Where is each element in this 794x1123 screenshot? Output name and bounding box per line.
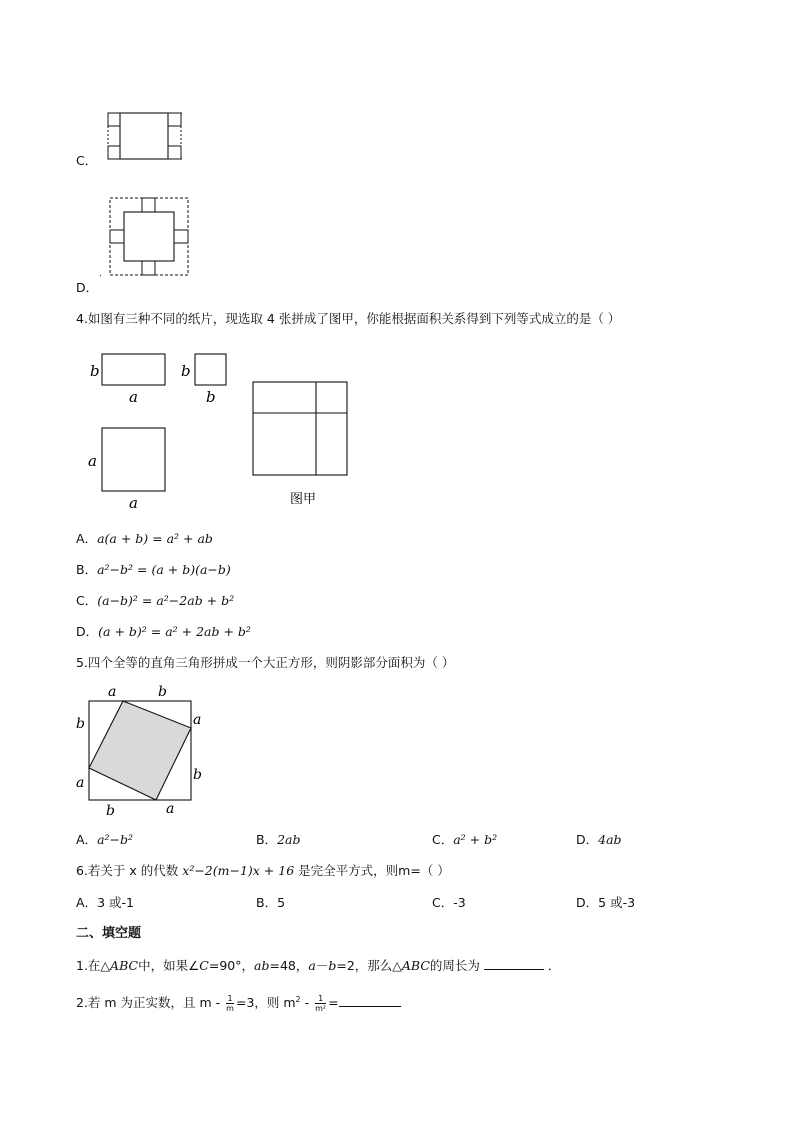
q4-option-b: B．a²−b² = (a + b)(a−b) <box>76 562 231 577</box>
q4-option-d: D．(a + b)² = a² + 2ab + b² <box>76 624 251 639</box>
q5-option-d: D．4ab <box>576 832 622 847</box>
label-right-a: a <box>193 712 202 728</box>
fraction-1-over-m: $\frac{1}{m}$ <box>226 994 234 1014</box>
label-left-a: a <box>76 775 85 791</box>
fraction-1-over-m-squared: $\frac{1}{\text{m²}}$ <box>315 994 327 1014</box>
q6-option-b: B．5 <box>256 895 286 910</box>
label-b-square-bottom: b <box>206 388 216 406</box>
fill-q2: 2.若 m 为正实数，且 m - $\frac{1}{m}$ =3，则 $m^2$ - $\frac{1}{\text{m²}}$ = <box>76 992 401 1013</box>
q5-option-a: A．a²−b² <box>76 832 134 847</box>
q3-option-d-figure <box>104 194 194 280</box>
label-bottom-b: b <box>106 803 115 819</box>
q3-option-d-label: D． <box>76 280 99 295</box>
q6-option-d: D．5 或-3 <box>576 895 636 910</box>
q5-option-b: B．2ab <box>256 832 301 847</box>
fill-q1: 1.在△ABC中，如果∠C=90°，ab=48，a－b=2，那么△ABC的周长为 ． <box>76 958 561 973</box>
answer-blank-1[interactable] <box>484 957 544 970</box>
q3-option-c-figure <box>104 108 186 164</box>
figure-caption: 图甲 <box>290 492 317 507</box>
q5-figure <box>72 680 212 820</box>
q4-option-c: C．(a−b)² = a²−2ab + b² <box>76 593 235 608</box>
label-b-square-side: b <box>181 362 191 380</box>
label-left-b: b <box>76 716 85 732</box>
q4-figure <box>80 344 380 514</box>
section-title: 二、填空题 <box>76 926 142 941</box>
q5-stem: 5.四个全等的直角三角形拼成一个大正方形，则阴影部分面积为（ ） <box>76 655 455 670</box>
label-top-a: a <box>108 684 117 700</box>
q5-option-c: C．a² + b² <box>432 832 498 847</box>
label-a-square-bottom: a <box>129 494 138 512</box>
label-b-rect: b <box>90 362 100 380</box>
q6-option-c: C．-3 <box>432 895 466 910</box>
q4-stem: 4.如图有三种不同的纸片，现选取 4 张拼成了图甲，你能根据面积关系得到下列等式成立的是（ ） <box>76 311 621 326</box>
label-a-square-side: a <box>88 452 97 470</box>
q6-stem: 6.若关于 x 的代数 x²−2(m−1)x + 16 是完全平方式，则m=（ ） <box>76 863 450 878</box>
q6-option-a: A．3 或-1 <box>76 895 134 910</box>
dot-mark: . <box>99 269 102 279</box>
label-right-b: b <box>193 767 202 783</box>
q3-option-c-label: C． <box>76 153 98 168</box>
label-top-b: b <box>158 684 167 700</box>
label-bottom-a: a <box>166 801 175 817</box>
q4-option-a: A．a(a + b) = a² + ab <box>76 531 213 546</box>
answer-blank-2[interactable] <box>339 994 401 1007</box>
label-a-rect: a <box>129 388 138 406</box>
